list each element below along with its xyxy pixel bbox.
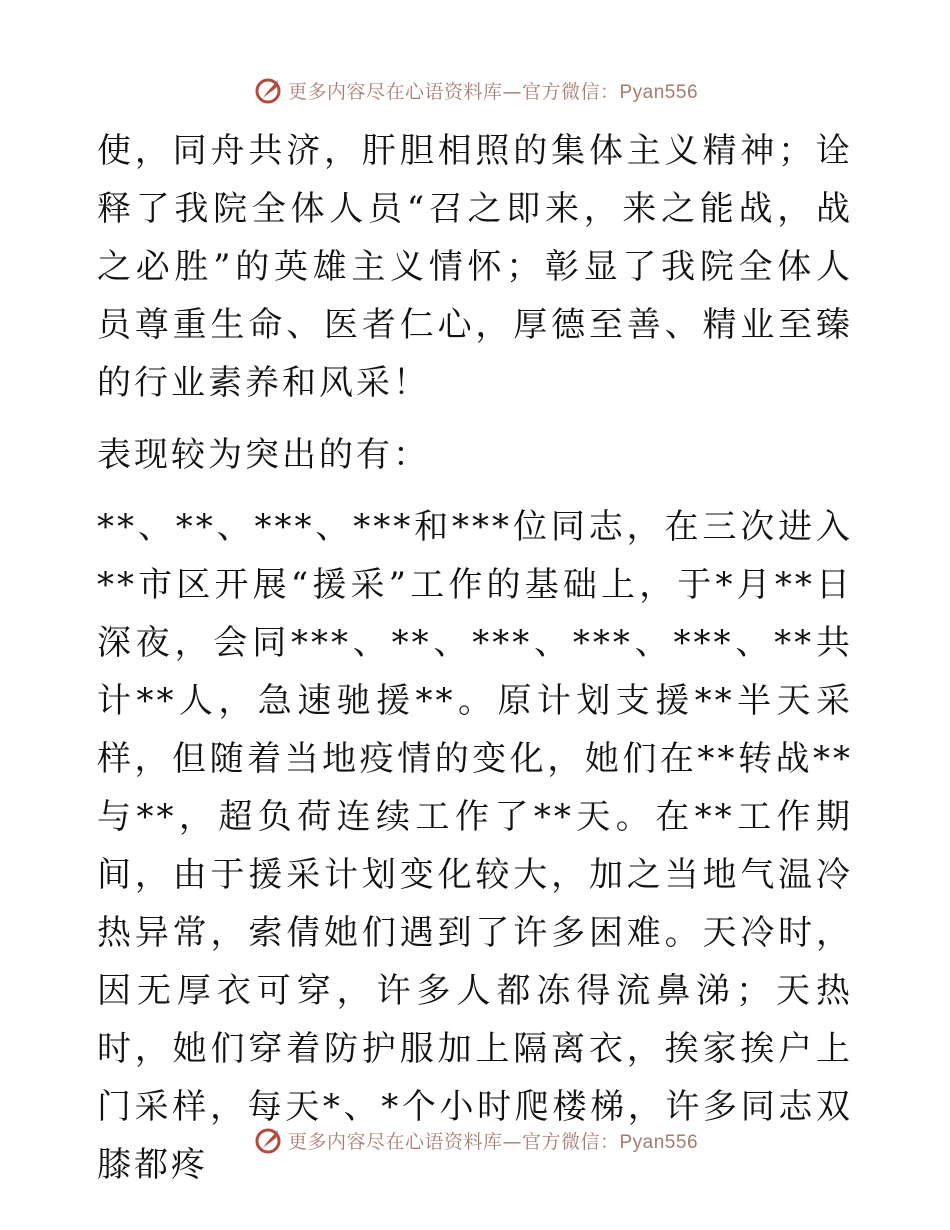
paragraph-outstanding-heading: 表现较为突出的有：: [97, 435, 430, 475]
watermark-handle: Pyan556: [619, 1131, 699, 1153]
watermark-text: 更多内容尽在心语资料库—官方微信：Pyan556: [287, 1130, 699, 1153]
paragraph-spirit: 使，同舟共济，肝胆相照的集体主义精神；诠释了我院全体人员“召之即来，来之能战，战之必胜”的英雄主义情怀；彰显了我院全体人员尊重生命、医者仁心，厚德至善、精业至臻的行业素养和风采！: [97, 131, 853, 403]
footer-watermark: [0, 1120, 950, 1160]
document-body: [97, 122, 853, 1194]
quill-logo-icon: [252, 74, 284, 106]
paragraph-outstanding-details: **、**、***、***和***位同志，在三次进入**市区开展“援采”工作的基础上，于*月**日深夜，会同***、**、***、***、***、**共计**人，急速驰援**。原计划支援**半天采样，但随着当地疫情的变化，她们在**转战**与**，超负荷连续工作了**天。在**工作期间，由于援采计划变化较大，加之当地气温冷热异常，索倩她们遇到了许多困难。天冷时，因无厚衣可穿，许多人都冻得流鼻涕；天热时，她们穿着防护服加上隔离衣，挨家挨户上门采样，每天*、*个小时爬楼梯，许多同志双膝都疼: [97, 507, 853, 1185]
watermark-text: 更多内容尽在心语资料库—官方微信：Pyan556: [287, 80, 699, 103]
quill-logo-icon: [252, 1124, 284, 1156]
header-watermark: [0, 70, 950, 110]
watermark-handle: Pyan556: [619, 81, 699, 103]
